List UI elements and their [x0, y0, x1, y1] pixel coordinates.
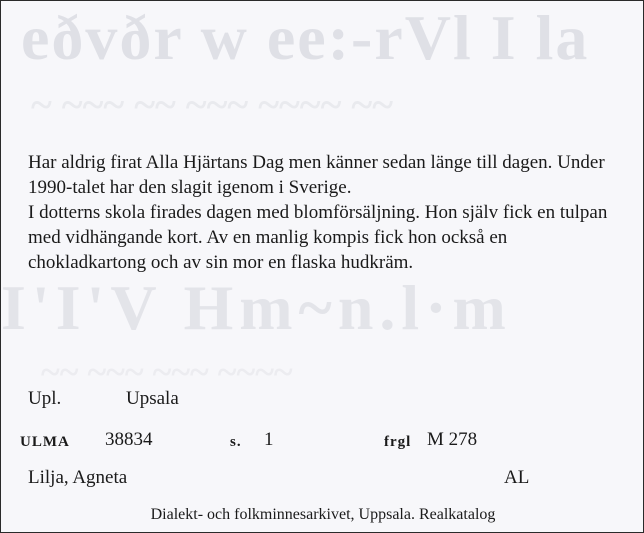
- recorder-initials: AL: [504, 467, 530, 488]
- archive-number: 38834: [105, 429, 153, 450]
- questionnaire-ref: [384, 429, 411, 454]
- bleed-through-line-2: ~~ ~~~ ~~~ ~~~~: [41, 352, 293, 392]
- bleed-through-heading: eðvðr w ee:-rVl I la: [21, 2, 590, 73]
- questionnaire-number: M 278: [427, 429, 478, 450]
- place: Upsala: [126, 388, 179, 409]
- record-paragraph: Har aldrig firat Alla Hjärtans Dag men känner sedan länge till dagen. Under 1990-talet har den slagit igenom i Sverige.: [28, 152, 605, 198]
- record-text: [28, 150, 628, 275]
- page-label: s.: [230, 434, 242, 450]
- bleed-through-heading-2: I'I'V Hm~n.l·m: [1, 272, 512, 343]
- page-ref: [230, 429, 242, 454]
- archive-footer: Dialekt- och folkminnesarkivet, Uppsala. Realkatalog: [150, 506, 496, 523]
- page-number: 1: [264, 429, 274, 450]
- bleed-through-line: ~ ~~~ ~~ ~~~ ~~~~ ~~: [31, 82, 394, 127]
- record-paragraph: I dotterns skola firades dagen med blomförsäljning. Hon själv fick en tulpan med vidhängande kort. Av en manlig kompis fick hon också en chokladkartong och av sin mor en flaska hudkräm.: [28, 202, 608, 273]
- province: Upl.: [28, 388, 62, 409]
- archive-ref: [20, 429, 70, 454]
- archive-label: ULMA: [20, 434, 70, 450]
- questionnaire-label: frgl: [384, 434, 412, 450]
- informant-name: Lilja, Agneta: [28, 467, 128, 488]
